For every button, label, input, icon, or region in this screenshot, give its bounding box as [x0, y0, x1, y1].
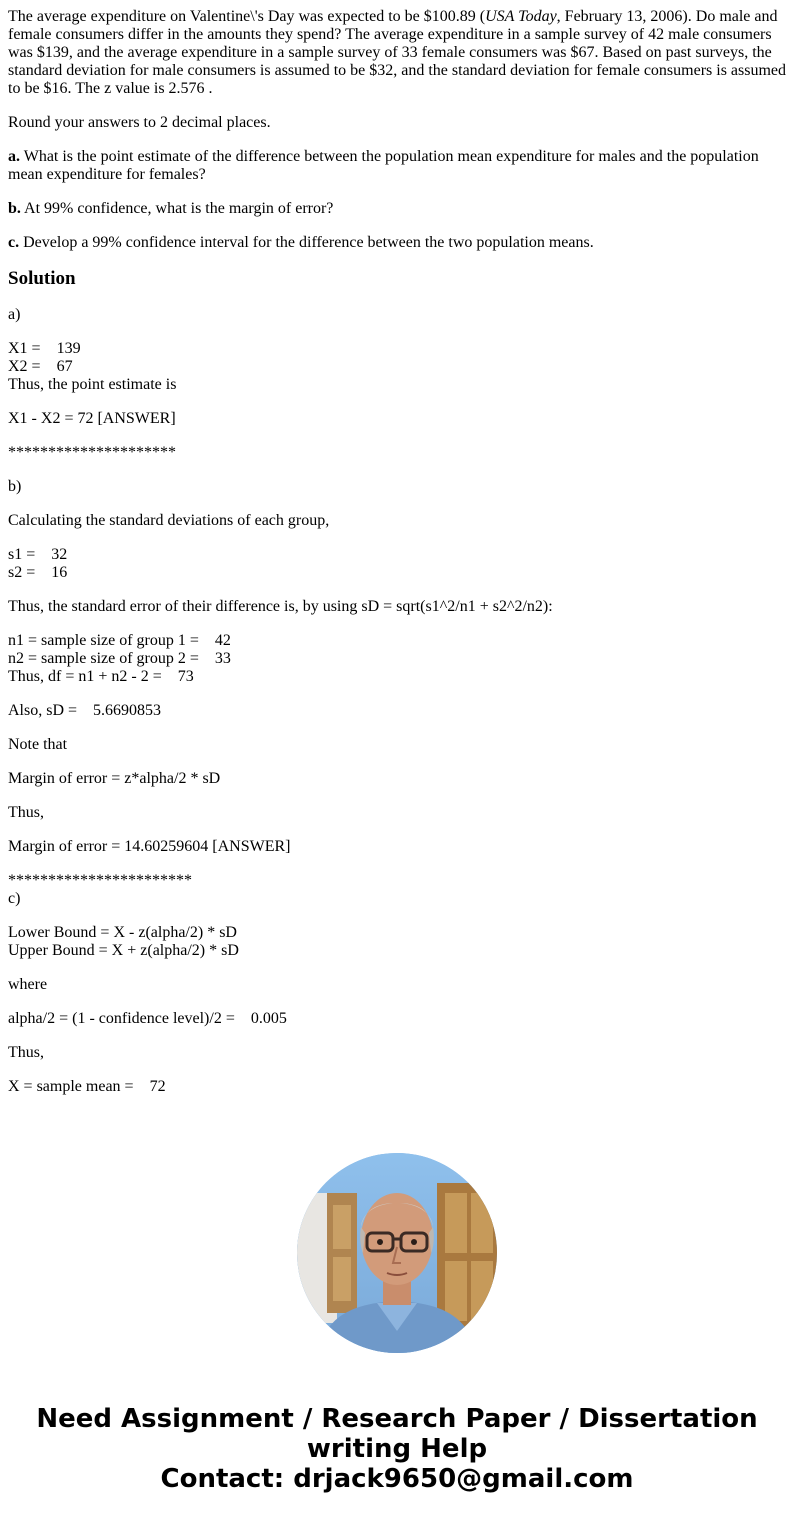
point-estimate-intro: Thus, the point estimate is	[8, 376, 177, 393]
x2-value: X2 = 67	[8, 358, 73, 375]
question-a-text: What is the point estimate of the difference between the population mean expenditure for males and the population mean expenditure for females?	[8, 148, 759, 183]
promo-line-2: writing Help	[306, 1434, 488, 1464]
problem-statement	[8, 8, 788, 98]
where-text: where	[8, 976, 48, 993]
thus-text: Thus,	[8, 1044, 44, 1061]
note-text: Note that	[8, 736, 68, 753]
lower-bound-formula: Lower Bound = X - z(alpha/2) * sD	[8, 924, 237, 941]
part-b-label: b)	[8, 478, 22, 495]
source-name: USA Today	[485, 8, 557, 25]
tutor-photo	[297, 1153, 497, 1353]
df-value: Thus, df = n1 + n2 - 2 = 73	[8, 668, 194, 685]
solution-part-c	[8, 890, 788, 1096]
question-c-label: c.	[8, 234, 20, 251]
promo-banner	[0, 1404, 794, 1494]
n1-value: n1 = sample size of group 1 = 42	[8, 632, 231, 649]
rounding-note: Round your answers to 2 decimal places.	[8, 114, 271, 131]
solution-part-b	[8, 478, 788, 890]
promo-line-1: Need Assignment / Research Paper / Dissertation	[36, 1404, 758, 1434]
question-a	[8, 148, 788, 184]
n2-value: n2 = sample size of group 2 = 33	[8, 650, 231, 667]
solution-part-a	[8, 306, 788, 462]
standard-error-text: Thus, the standard error of their difference is, by using sD = sqrt(s1^2/n1 + s2^2/n2):	[8, 598, 553, 615]
document-body	[8, 8, 788, 1112]
promo-contact: Contact: drjack9650@gmail.com	[160, 1464, 634, 1494]
upper-bound-formula: Upper Bound = X + z(alpha/2) * sD	[8, 942, 239, 959]
separator: ***********************	[8, 872, 192, 889]
sd-value: Also, sD = 5.6690853	[8, 702, 162, 719]
moe-answer: Margin of error = 14.60259604 [ANSWER]	[8, 838, 291, 855]
sample-mean-value: X = sample mean = 72	[8, 1078, 166, 1095]
question-c	[8, 234, 788, 252]
solution-heading: Solution	[8, 268, 76, 289]
calc-sd-text: Calculating the standard deviations of each group,	[8, 512, 330, 529]
point-estimate-answer: X1 - X2 = 72 [ANSWER]	[8, 410, 176, 427]
separator: *********************	[8, 444, 176, 461]
question-c-text: Develop a 99% confidence interval for the difference between the two population means.	[19, 234, 594, 251]
problem-intro-start: The average expenditure on Valentine\'s Day was expected to be $100.89 (	[8, 8, 486, 25]
question-a-label: a.	[8, 148, 20, 165]
thus-text: Thus,	[8, 804, 44, 821]
part-c-label: c)	[8, 890, 21, 907]
moe-formula: Margin of error = z*alpha/2 * sD	[8, 770, 221, 787]
question-b-label: b.	[8, 200, 21, 217]
alpha-value: alpha/2 = (1 - confidence level)/2 = 0.005	[8, 1010, 287, 1027]
x1-value: X1 = 139	[8, 340, 81, 357]
avatar	[297, 1153, 497, 1353]
s2-value: s2 = 16	[8, 564, 68, 581]
question-b	[8, 200, 788, 218]
part-a-label: a)	[8, 306, 21, 323]
problem-intro-rest: , February 13, 2006). Do male and female consumers differ in the amounts they spend? The average expenditure in a sample survey of 42 male consumers was $139, and the average expenditure in a sample survey of 33 female consumers was $67. Based on past surveys, the standard deviation for male consumers is assumed to be $32, and the standard deviation for female consumers is assumed to be $16. The z value is 2.576 .	[8, 8, 787, 97]
s1-value: s1 = 32	[8, 546, 68, 563]
question-b-text: At 99% confidence, what is the margin of error?	[20, 200, 334, 217]
